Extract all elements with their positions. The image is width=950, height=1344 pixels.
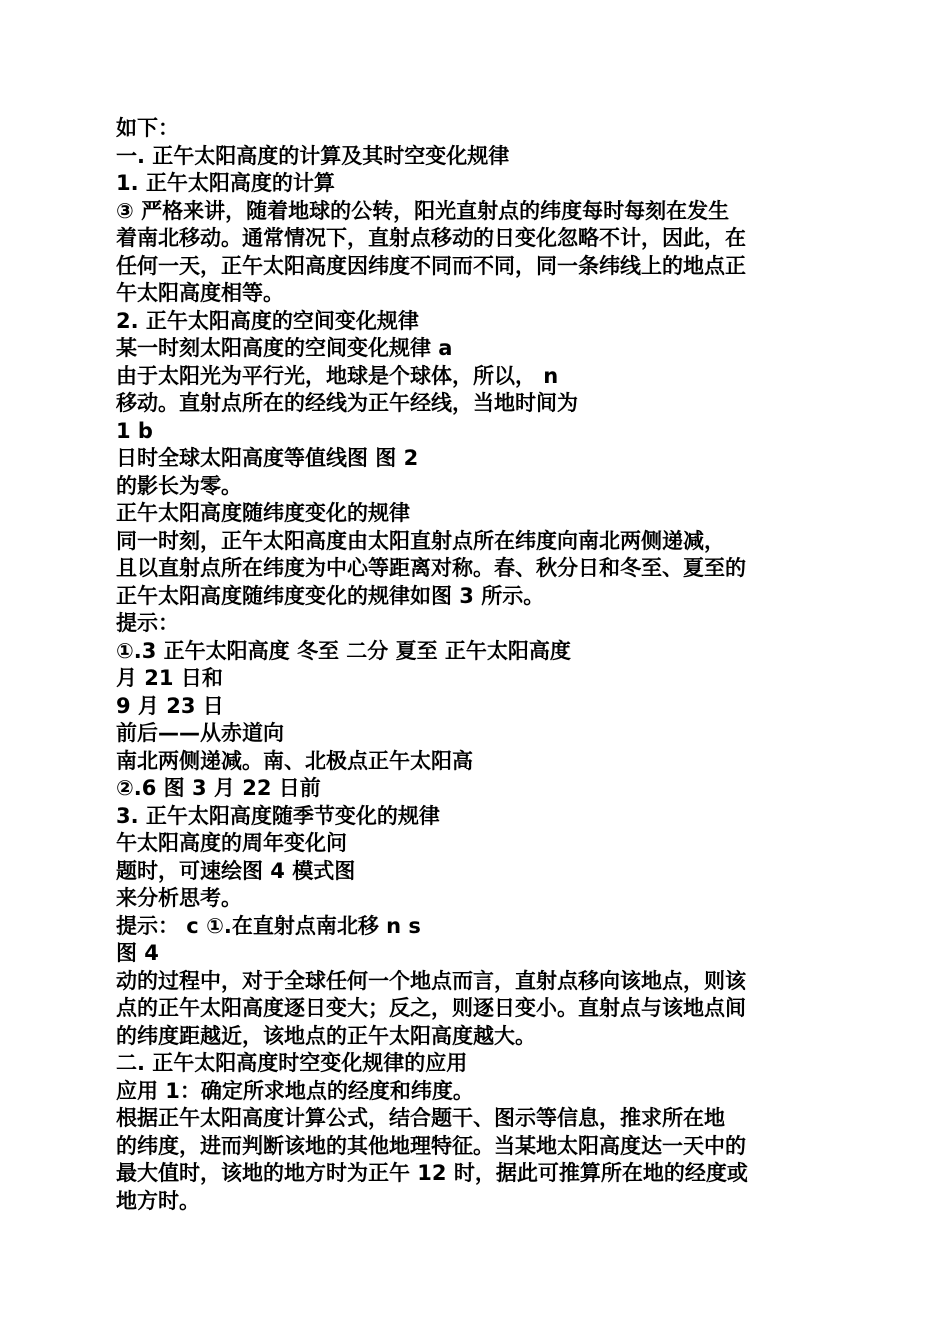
text-line: ②.6 图 3 月 22 日前 [116, 776, 321, 800]
text-line: 午太阳高度相等。 [116, 281, 284, 305]
text-line: 且以直射点所在纬度为中心等距离对称。春、秋分日和冬至、夏至的 [116, 556, 746, 580]
text-line: 图 4 [116, 941, 159, 965]
text-line: 着南北移动。通常情况下，直射点移动的日变化忽略不计，因此，在 [116, 226, 746, 250]
text-line: 由于太阳光为平行光，地球是个球体，所以， n [116, 363, 559, 388]
text-line: 的纬度距越近，该地点的正午太阳高度越大。 [116, 1023, 536, 1048]
text-line: ③ 严格来讲，随着地球的公转，阳光直射点的纬度每时每刻在发生 [116, 198, 730, 223]
text-line: 1 b [116, 418, 153, 443]
text-line: 同一时刻，正午太阳高度由太阳直射点所在纬度向南北两侧递减， [116, 528, 725, 553]
text-line: 提示： [116, 611, 179, 635]
text-line: 来分析思考。 [116, 886, 242, 910]
text-line: 地方时。 [116, 1188, 200, 1213]
section-heading: 一. 正午太阳高度的计算及其时空变化规律 [116, 143, 510, 168]
text-line: 月 21 日和 [116, 666, 223, 690]
text-line: 根据正午太阳高度计算公式，结合题干、图示等信息，推求所在地 [116, 1106, 725, 1130]
text-line: 日时全球太阳高度等值线图 图 2 [116, 446, 419, 470]
text-line: 某一时刻太阳高度的空间变化规律 a [116, 336, 453, 360]
text-line: ①.3 正午太阳高度 冬至 二分 夏至 正午太阳高度 [116, 638, 571, 663]
subsection-heading: 1. 正午太阳高度的计算 [116, 171, 335, 195]
text-line: 的纬度，进而判断该地的其他地理特征。当某地太阳高度达一天中的 [116, 1133, 746, 1158]
text-line: 午太阳高度的周年变化问 [116, 831, 347, 855]
text-line: 移动。直射点所在的经线为正午经线，当地时间为 [116, 391, 578, 415]
text-line: 任何一天，正午太阳高度因纬度不同而不同，同一条纬线上的地点正 [116, 253, 746, 278]
text-line: 如下： [116, 116, 179, 140]
text-line: 的影长为零。 [116, 473, 242, 498]
text-line: 动的过程中，对于全球任何一个地点而言，直射点移向该地点，则该 [116, 968, 746, 993]
text-line: 9 月 23 日 [116, 693, 224, 718]
text-line: 南北两侧递减。南、北极点正午太阳高 [116, 748, 473, 773]
subsection-heading: 2. 正午太阳高度的空间变化规律 [116, 308, 419, 333]
text-line: 最大值时，该地的地方时为正午 12 时，据此可推算所在地的经度或 [116, 1161, 748, 1185]
text-line: 应用 1：确定所求地点的经度和纬度。 [116, 1078, 474, 1103]
section-heading: 二. 正午太阳高度时空变化规律的应用 [116, 1051, 468, 1075]
text-line: 正午太阳高度随纬度变化的规律如图 3 所示。 [116, 583, 545, 608]
subsection-heading: 正午太阳高度随纬度变化的规律 [116, 501, 410, 525]
document-body [116, 115, 846, 1215]
text-line: 提示： c ①.在直射点南北移 n s [116, 913, 421, 938]
text-line: 点的正午太阳高度逐日变大；反之，则逐日变小。直射点与该地点间 [116, 996, 746, 1020]
text-line: 题时，可速绘图 4 模式图 [116, 858, 356, 883]
subsection-heading: 3. 正午太阳高度随季节变化的规律 [116, 803, 440, 828]
text-line: 前后——从赤道向 [116, 721, 284, 745]
